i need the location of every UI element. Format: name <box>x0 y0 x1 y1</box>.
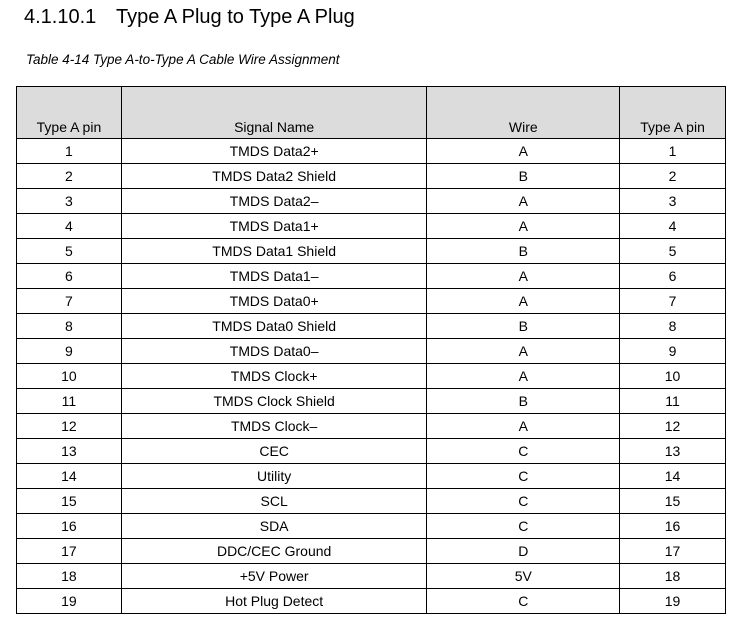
table-row <box>17 189 726 214</box>
wire-cell: A <box>427 289 620 314</box>
pin-left-cell: 3 <box>17 189 122 214</box>
section-number: 4.1.10.1 <box>24 6 97 28</box>
wire-cell: A <box>427 364 620 389</box>
table-row <box>17 539 726 564</box>
pin-right-cell: 9 <box>620 339 726 364</box>
wire-cell: C <box>427 439 620 464</box>
signal-name-cell: TMDS Data1+ <box>121 214 427 239</box>
pin-right-cell: 18 <box>620 564 726 589</box>
signal-name-cell: TMDS Data2 Shield <box>121 164 427 189</box>
pin-left-cell: 5 <box>17 239 122 264</box>
table-body <box>17 139 726 614</box>
table-row <box>17 339 726 364</box>
signal-name-cell: +5V Power <box>121 564 427 589</box>
pin-left-cell: 14 <box>17 464 122 489</box>
wire-cell: A <box>427 214 620 239</box>
pin-left-cell: 9 <box>17 339 122 364</box>
signal-name-cell: TMDS Clock– <box>121 414 427 439</box>
signal-name-cell: TMDS Clock Shield <box>121 389 427 414</box>
wire-cell: A <box>427 264 620 289</box>
pin-left-cell: 8 <box>17 314 122 339</box>
wire-cell: B <box>427 389 620 414</box>
pin-right-cell: 4 <box>620 214 726 239</box>
table-header-row <box>17 87 726 139</box>
pin-right-cell: 13 <box>620 439 726 464</box>
pin-left-cell: 13 <box>17 439 122 464</box>
pin-left-cell: 4 <box>17 214 122 239</box>
wire-cell: A <box>427 414 620 439</box>
table-row <box>17 164 726 189</box>
pin-right-cell: 15 <box>620 489 726 514</box>
pin-right-cell: 6 <box>620 264 726 289</box>
pin-left-cell: 19 <box>17 589 122 614</box>
signal-name-cell: TMDS Data0– <box>121 339 427 364</box>
column-header-type-a-pin-left: Type A pin <box>17 87 122 139</box>
pin-right-cell: 1 <box>620 139 726 164</box>
signal-name-cell: SDA <box>121 514 427 539</box>
pin-left-cell: 16 <box>17 514 122 539</box>
section-heading <box>24 6 355 29</box>
wire-cell: A <box>427 139 620 164</box>
table-row <box>17 439 726 464</box>
pin-left-cell: 15 <box>17 489 122 514</box>
table-row <box>17 489 726 514</box>
signal-name-cell: TMDS Data1– <box>121 264 427 289</box>
table-row <box>17 239 726 264</box>
signal-name-cell: CEC <box>121 439 427 464</box>
column-header-wire: Wire <box>427 87 620 139</box>
table-row <box>17 264 726 289</box>
table-row <box>17 389 726 414</box>
table-row <box>17 514 726 539</box>
signal-name-cell: Utility <box>121 464 427 489</box>
signal-name-cell: TMDS Data0+ <box>121 289 427 314</box>
table-caption: Table 4-14 Type A-to-Type A Cable Wire Assignment <box>26 52 340 67</box>
table-row <box>17 414 726 439</box>
pin-left-cell: 7 <box>17 289 122 314</box>
wire-cell: B <box>427 239 620 264</box>
wire-assignment-table <box>16 86 726 614</box>
wire-cell: A <box>427 339 620 364</box>
table-row <box>17 314 726 339</box>
pin-right-cell: 8 <box>620 314 726 339</box>
wire-cell: B <box>427 314 620 339</box>
signal-name-cell: TMDS Data2– <box>121 189 427 214</box>
pin-left-cell: 12 <box>17 414 122 439</box>
pin-left-cell: 10 <box>17 364 122 389</box>
column-header-type-a-pin-right: Type A pin <box>620 87 726 139</box>
table-row <box>17 364 726 389</box>
pin-left-cell: 18 <box>17 564 122 589</box>
pin-right-cell: 16 <box>620 514 726 539</box>
table-row <box>17 589 726 614</box>
signal-name-cell: TMDS Data0 Shield <box>121 314 427 339</box>
table-row <box>17 289 726 314</box>
pin-right-cell: 3 <box>620 189 726 214</box>
wire-cell: C <box>427 464 620 489</box>
pin-left-cell: 11 <box>17 389 122 414</box>
table-row <box>17 564 726 589</box>
pin-right-cell: 11 <box>620 389 726 414</box>
pin-left-cell: 1 <box>17 139 122 164</box>
table-row <box>17 139 726 164</box>
section-title: Type A Plug to Type A Plug <box>116 6 355 28</box>
pin-left-cell: 17 <box>17 539 122 564</box>
signal-name-cell: SCL <box>121 489 427 514</box>
wire-cell: A <box>427 189 620 214</box>
pin-right-cell: 7 <box>620 289 726 314</box>
wire-cell: C <box>427 489 620 514</box>
table-row <box>17 464 726 489</box>
wire-cell: C <box>427 589 620 614</box>
signal-name-cell: DDC/CEC Ground <box>121 539 427 564</box>
signal-name-cell: Hot Plug Detect <box>121 589 427 614</box>
table-row <box>17 214 726 239</box>
signal-name-cell: TMDS Data1 Shield <box>121 239 427 264</box>
pin-right-cell: 5 <box>620 239 726 264</box>
column-header-signal-name: Signal Name <box>121 87 427 139</box>
pin-left-cell: 2 <box>17 164 122 189</box>
pin-right-cell: 12 <box>620 414 726 439</box>
pin-right-cell: 10 <box>620 364 726 389</box>
wire-cell: 5V <box>427 564 620 589</box>
wire-cell: D <box>427 539 620 564</box>
pin-right-cell: 14 <box>620 464 726 489</box>
wire-cell: C <box>427 514 620 539</box>
pin-right-cell: 17 <box>620 539 726 564</box>
pin-right-cell: 2 <box>620 164 726 189</box>
pin-right-cell: 19 <box>620 589 726 614</box>
signal-name-cell: TMDS Clock+ <box>121 364 427 389</box>
signal-name-cell: TMDS Data2+ <box>121 139 427 164</box>
pin-left-cell: 6 <box>17 264 122 289</box>
wire-cell: B <box>427 164 620 189</box>
